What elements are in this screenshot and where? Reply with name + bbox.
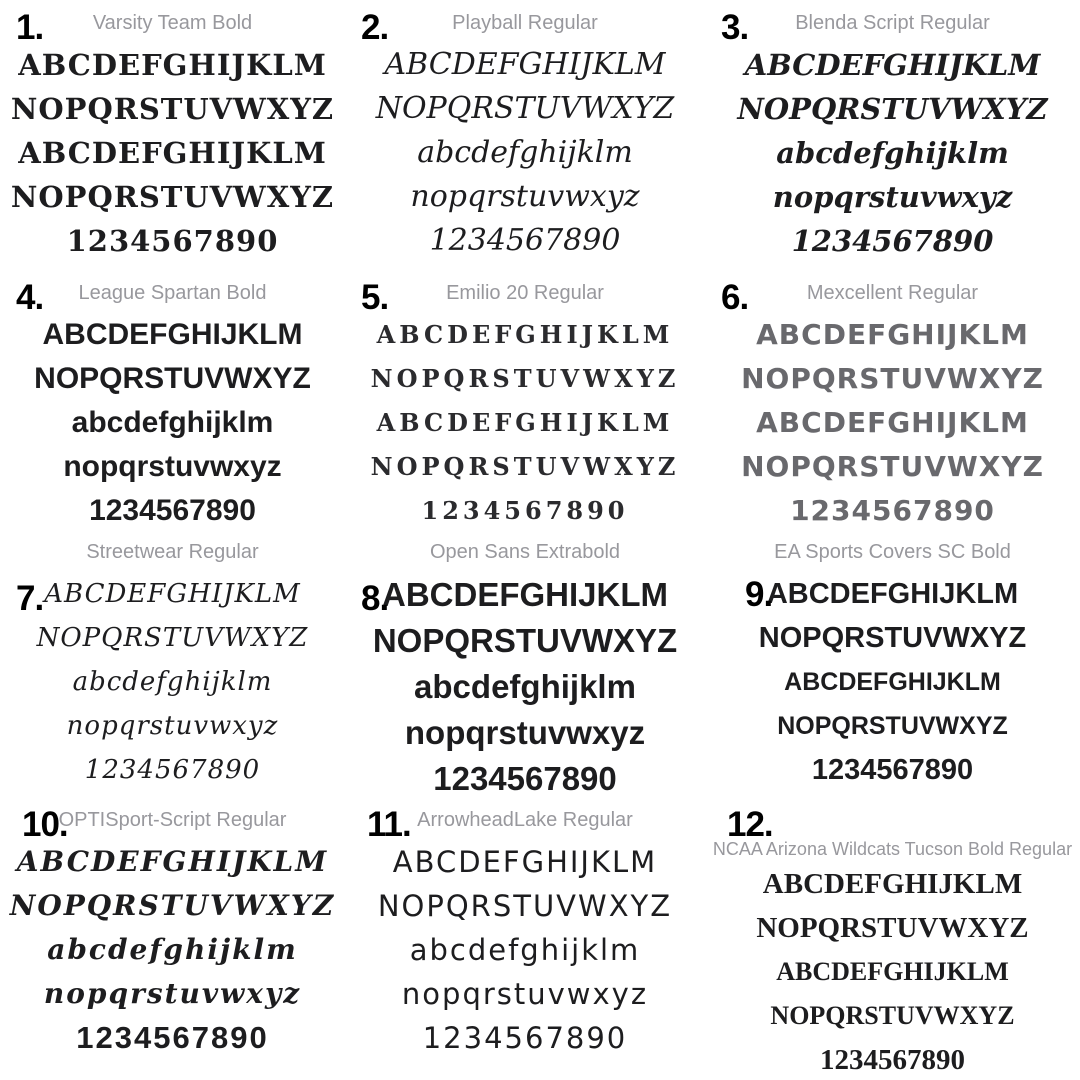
- font-name-label: Playball Regular: [452, 12, 598, 34]
- specimen-line: ABCDEFGHIJKLM: [44, 579, 301, 609]
- specimen-line: NOPQRSTUVWXYZ: [756, 912, 1029, 944]
- font-number: 1.: [16, 8, 44, 47]
- font-name-label: NCAA Arizona Wildcats Tucson Bold Regular: [712, 839, 1073, 859]
- specimen-line: ABCDEFGHIJKLM: [756, 318, 1029, 351]
- specimen-line: NOPQRSTUVWXYZ: [370, 364, 680, 393]
- font-number: 11.: [367, 805, 411, 844]
- specimen-line: NOPQRSTUVWXYZ: [10, 92, 335, 126]
- specimen-line: ABCDEFGHIJKLM: [382, 576, 668, 613]
- specimen-line: 1234567890: [791, 224, 994, 258]
- specimen-line: NOPQRSTUVWXYZ: [372, 622, 678, 659]
- font-number: 6.: [721, 278, 749, 317]
- specimen-line: NOPQRSTUVWXYZ: [741, 450, 1044, 483]
- font-card-ncaa-arizona-wildcats: [705, 795, 1080, 1080]
- specimen-line: NOPQRSTUVWXYZ: [34, 362, 311, 395]
- font-card-playball: [345, 0, 705, 270]
- specimen-line: 1234567890: [421, 496, 629, 525]
- specimen-lines: [0, 313, 345, 533]
- specimen-line: 1234567890: [76, 1020, 269, 1055]
- specimen-line: ABCDEFGHIJKLM: [384, 47, 666, 82]
- specimen-line: 1234567890: [89, 494, 256, 527]
- specimen-line: abcdefghijklm: [71, 406, 274, 439]
- specimen-lines: [0, 840, 345, 1060]
- specimen-line: 1234567890: [429, 223, 621, 258]
- specimen-line: ABCDEFGHIJKLM: [756, 406, 1029, 439]
- specimen-line: NOPQRSTUVWXYZ: [377, 889, 673, 923]
- specimen-line: NOPQRSTUVWXYZ: [758, 622, 1027, 654]
- specimen-line: abcdefghijklm: [417, 135, 633, 170]
- specimen-lines: [345, 43, 705, 263]
- font-name-label: Varsity Team Bold: [92, 12, 253, 34]
- specimen-lines: [345, 840, 705, 1060]
- specimen-line: 1234567890: [811, 754, 974, 786]
- font-card-open-sans: [345, 535, 705, 795]
- specimen-line: abcdefghijklm: [47, 933, 298, 966]
- specimen-line: NOPQRSTUVWXYZ: [36, 623, 309, 653]
- specimen-line: ABCDEFGHIJKLM: [18, 48, 327, 82]
- font-card-mexcellent: [705, 270, 1080, 535]
- specimen-line: abcdefghijklm: [414, 668, 636, 705]
- specimen-lines: [345, 572, 705, 795]
- font-number: 9.: [745, 575, 773, 614]
- specimen-lines: [0, 43, 345, 263]
- font-name-label: OPTISport-Script Regular: [58, 809, 287, 831]
- font-card-emilio-20: [345, 270, 705, 535]
- specimen-line: ABCDEFGHIJKLM: [744, 48, 1041, 82]
- specimen-line: 1234567890: [84, 755, 261, 785]
- font-name-label: Blenda Script Regular: [795, 12, 990, 34]
- specimen-line: nopqrstuvwxyz: [772, 180, 1013, 214]
- specimen-line: nopqrstuvwxyz: [401, 977, 649, 1011]
- specimen-line: ABCDEFGHIJKLM: [776, 957, 1009, 986]
- specimen-line: nopqrstuvwxyz: [410, 179, 640, 214]
- specimen-line: ABCDEFGHIJKLM: [392, 845, 658, 879]
- specimen-line: NOPQRSTUVWXYZ: [777, 712, 1008, 740]
- font-number: 10.: [22, 805, 68, 844]
- specimen-line: ABCDEFGHIJKLM: [784, 668, 1001, 696]
- specimen-line: nopqrstuvwxyz: [404, 714, 646, 751]
- font-name-label: League Spartan Bold: [78, 282, 267, 304]
- font-name-label: Streetwear Regular: [86, 541, 259, 563]
- specimen-line: NOPQRSTUVWXYZ: [741, 362, 1044, 395]
- font-card-optisport-script: [0, 795, 345, 1080]
- font-card-ea-sports-covers: [705, 535, 1080, 795]
- specimen-line: 1234567890: [422, 1021, 628, 1055]
- specimen-line: 1234567890: [66, 224, 279, 258]
- font-name-label: EA Sports Covers SC Bold: [774, 541, 1011, 563]
- specimen-line: 1234567890: [433, 760, 617, 795]
- font-name-label: ArrowheadLake Regular: [417, 809, 633, 831]
- specimen-line: NOPQRSTUVWXYZ: [9, 889, 336, 922]
- specimen-line: NOPQRSTUVWXYZ: [10, 180, 335, 214]
- specimen-line: ABCDEFGHIJKLM: [762, 868, 1023, 900]
- font-name-label: Emilio 20 Regular: [446, 282, 604, 304]
- specimen-line: nopqrstuvwxyz: [63, 450, 282, 483]
- specimen-line: nopqrstuvwxyz: [43, 977, 302, 1010]
- font-number: 5.: [361, 278, 389, 317]
- specimen-line: ABCDEFGHIJKLM: [18, 136, 327, 170]
- specimen-line: NOPQRSTUVWXYZ: [375, 91, 675, 126]
- font-number: 2.: [361, 8, 389, 47]
- specimen-lines: [705, 862, 1080, 1080]
- specimen-line: ABCDEFGHIJKLM: [766, 578, 1019, 610]
- specimen-lines: [345, 313, 705, 533]
- specimen-line: 1234567890: [790, 494, 995, 527]
- specimen-line: NOPQRSTUVWXYZ: [370, 452, 680, 481]
- font-number: 7.: [16, 579, 44, 618]
- specimen-line: abcdefghijklm: [409, 933, 641, 967]
- font-name-label: Mexcellent Regular: [806, 282, 979, 304]
- font-card-blenda-script: [705, 0, 1080, 270]
- specimen-line: ABCDEFGHIJKLM: [376, 320, 674, 349]
- specimen-line: NOPQRSTUVWXYZ: [770, 1001, 1015, 1030]
- specimen-line: abcdefghijklm: [776, 136, 1009, 170]
- specimen-line: ABCDEFGHIJKLM: [376, 408, 674, 437]
- specimen-lines: [705, 43, 1080, 263]
- font-number: 8.: [361, 579, 389, 618]
- font-number: 12.: [727, 805, 773, 844]
- specimen-line: NOPQRSTUVWXYZ: [737, 92, 1048, 126]
- font-number: 4.: [16, 278, 44, 317]
- specimen-line: nopqrstuvwxyz: [66, 711, 279, 741]
- font-number: 3.: [721, 8, 749, 47]
- specimen-line: ABCDEFGHIJKLM: [42, 318, 303, 351]
- specimen-line: ABCDEFGHIJKLM: [16, 845, 329, 878]
- specimen-lines: [705, 313, 1080, 533]
- specimen-line: 1234567890: [820, 1044, 965, 1076]
- font-name-label: Open Sans Extrabold: [429, 541, 621, 563]
- specimen-line: abcdefghijklm: [72, 667, 273, 697]
- font-card-league-spartan: [0, 270, 345, 535]
- font-card-varsity-team: [0, 0, 345, 270]
- specimen-lines: [0, 572, 345, 792]
- font-card-streetwear: [0, 535, 345, 795]
- font-card-arrowheadlake: [345, 795, 705, 1080]
